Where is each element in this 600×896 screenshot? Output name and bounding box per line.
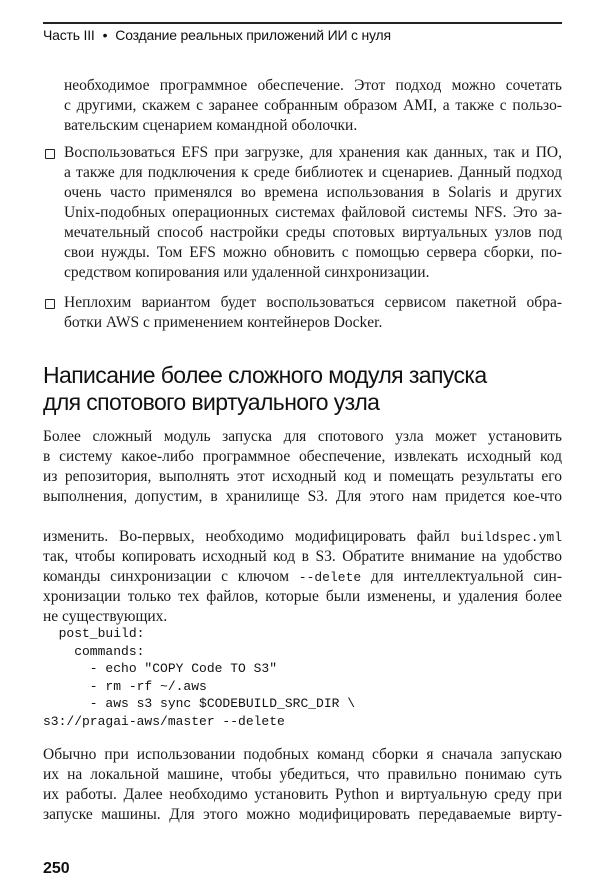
bullet-line: мечательный способ настройки среды спотовых виртуальных узлов под [64, 224, 562, 241]
code-line: commands: [43, 643, 145, 659]
paragraph-line: их на локальной машине, чтобы убедиться, что правильно понимаю суть [43, 766, 562, 783]
paragraph-line: их работы. Далее необходимо установить Python и виртуальную среду при [43, 786, 562, 803]
code-line: - echo "COPY Code TO S3" [43, 661, 278, 676]
text: изменить. Во-первых, необходимо модифицировать файл [43, 528, 461, 545]
paragraph-line: из репозитория, выполнять этот исходный код и помещать результаты его [43, 468, 562, 485]
page-number: 250 [43, 860, 70, 877]
code-line: post_build: [43, 626, 145, 641]
paragraph-line: с другими, скажем с заранее собранным образом AMI, а также с пользо- [64, 97, 562, 114]
inline-code: --delete [298, 570, 362, 585]
text: для интеллектуальной син- [361, 568, 563, 585]
running-head-separator: • [102, 27, 108, 43]
paragraph-line: выполнения, допустим, в хранилище S3. Для этого нам придется кое-что [43, 488, 562, 505]
code-line: - rm -rf ~/.aws [43, 678, 207, 694]
code-line: s3://pragai-aws/master --delete [43, 713, 285, 729]
bullet-line: средством копирования или удаленной синхронизации. [64, 264, 430, 281]
section-heading: Написание более сложного модуля запуска [43, 362, 487, 388]
bullet-line: а также для подключения к среде библиотек и сценариев. Данный подход [64, 164, 562, 181]
bullet-line: Воспользоваться EFS при загрузке, для хранения как данных, так и ПО, [64, 144, 562, 161]
code-line: - aws s3 sync $CODEBUILD_SRC_DIR \ [43, 696, 356, 711]
text: команды синхронизации с ключом [43, 568, 299, 585]
bullet-line: Неплохим вариантом будет воспользоваться сервисом пакетной обра- [64, 294, 562, 311]
running-head [43, 27, 391, 43]
bullet-line: ботки AWS с применением контейнеров Docker. [64, 314, 383, 331]
paragraph-line: Обычно при использовании подобных команд сборки я сначала запускаю [43, 746, 562, 763]
running-head-title: Создание реальных приложений ИИ с нуля [115, 27, 391, 43]
paragraph-line: необходимое программное обеспечение. Этот подход можно сочетать [64, 77, 562, 94]
section-heading: для спотового виртуального узла [43, 389, 380, 415]
bullet-line: очень часто применялся во времена использования в Solaris и других [64, 184, 562, 201]
running-head-part: Часть III [43, 27, 95, 43]
paragraph-line: Более сложный модуль запуска для спотового узла может установить [43, 428, 562, 445]
paragraph-line: не существующих. [43, 608, 168, 625]
checkbox-bullet-icon [45, 299, 55, 309]
paragraph-line [43, 567, 562, 587]
inline-code: buildspec.yml [460, 530, 562, 545]
paragraph-line: так, чтобы копировать исходный код в S3. Обратите внимание на удобство [43, 548, 562, 565]
paragraph-line [43, 527, 562, 547]
paragraph-line: в систему какое-либо программное обеспечение, извлекать исходный код [43, 448, 562, 465]
checkbox-bullet-icon [45, 149, 55, 159]
bullet-line: Unix-подобных операционных системах файловой системы NFS. Это за- [64, 204, 562, 221]
paragraph-line: вательским сценарием командной оболочки. [64, 117, 358, 134]
bullet-line: свои нужды. Том EFS можно обновить с помощью сервера сборки, по- [64, 244, 562, 261]
paragraph-line: запуске машины. Для этого можно модифицировать передаваемые вирту- [43, 806, 562, 823]
header-rule [43, 22, 562, 24]
paragraph-line: хронизации только тех файлов, которые были изменены, и удаления более [43, 588, 562, 605]
